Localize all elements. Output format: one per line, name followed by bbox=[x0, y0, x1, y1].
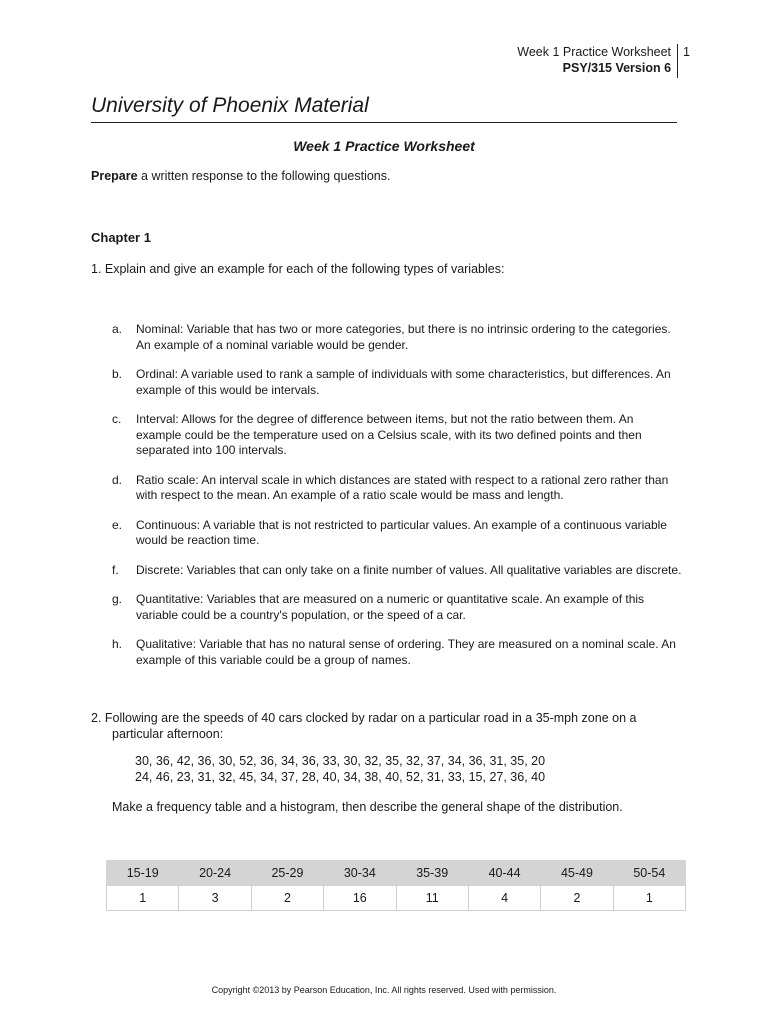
list-item bbox=[112, 412, 682, 459]
item-text: Quantitative: Variables that are measured on a numeric or quantitative scale. An example of this variable could be a country's population, or the speed of a car. bbox=[136, 592, 645, 622]
list-item bbox=[112, 367, 682, 398]
item-text: Continuous: A variable that is not restricted to particular values. An example of a continuous variable would be reaction time. bbox=[136, 517, 667, 547]
prepare-instruction bbox=[91, 169, 391, 183]
document-title: Week 1 Practice Worksheet bbox=[293, 138, 475, 154]
list-item bbox=[112, 563, 682, 579]
item-letter: f. bbox=[112, 562, 119, 577]
prepare-rest: a written response to the following questions. bbox=[137, 169, 391, 183]
speed-row-2: 24, 46, 23, 31, 32, 45, 34, 37, 28, 40, 34, 38, 40, 52, 31, 33, 15, 27, 36, 40 bbox=[135, 770, 546, 784]
count-cell: 2 bbox=[541, 886, 613, 911]
header-text bbox=[517, 44, 677, 76]
range-cell: 15-19 bbox=[107, 861, 179, 886]
range-cell: 50-54 bbox=[613, 861, 685, 886]
count-cell: 2 bbox=[251, 886, 323, 911]
header-course-version: PSY/315 Version 6 bbox=[562, 61, 672, 75]
item-text: Ordinal: A variable used to rank a sample of individuals with some characteristics, but differences. An example of this would be intervals. bbox=[136, 367, 671, 397]
list-item bbox=[112, 518, 682, 549]
list-item bbox=[112, 473, 682, 504]
item-text: Discrete: Variables that can only take on a finite number of values. All qualitative variables are discrete. bbox=[136, 562, 682, 577]
list-item bbox=[112, 637, 682, 668]
item-text: Ratio scale: An interval scale in which distances are stated with respect to a rational zero rather than with respect to the mean. An example of a ratio scale would be mass and length. bbox=[136, 472, 669, 502]
item-text: Interval: Allows for the degree of difference between items, but not the ratio between them. An example could be the temperature used on a Celsius scale, with its two defined points and then separated into 100 intervals. bbox=[136, 412, 642, 457]
count-cell: 3 bbox=[179, 886, 251, 911]
item-letter: h. bbox=[112, 637, 123, 651]
question-2 bbox=[91, 711, 671, 742]
count-cell: 1 bbox=[613, 886, 685, 911]
variable-types-list bbox=[112, 322, 682, 682]
item-letter: e. bbox=[112, 517, 123, 532]
range-cell: 20-24 bbox=[179, 861, 251, 886]
speed-data bbox=[135, 753, 545, 785]
institution-title: University of Phoenix Material bbox=[91, 94, 677, 123]
range-cell: 25-29 bbox=[251, 861, 323, 886]
item-letter: c. bbox=[112, 412, 122, 426]
speed-row-1: 30, 36, 42, 36, 30, 52, 36, 34, 36, 33, 30, 32, 35, 32, 37, 34, 36, 31, 35, 20 bbox=[135, 754, 546, 768]
table-row bbox=[107, 886, 686, 911]
range-cell: 35-39 bbox=[396, 861, 468, 886]
item-letter: g. bbox=[112, 592, 123, 606]
prepare-bold: Prepare bbox=[91, 169, 138, 183]
question-2-line-1: 2. Following are the speeds of 40 cars clocked by radar on a particular road in a 35-mph zone on a bbox=[91, 711, 637, 725]
frequency-instruction: Make a frequency table and a histogram, then describe the general shape of the distribution. bbox=[112, 800, 623, 814]
page-number: 1 bbox=[683, 45, 690, 59]
item-text: Nominal: Variable that has two or more categories, but there is no intrinsic ordering to the categories. An example of a nominal variable would be gender. bbox=[136, 322, 671, 352]
frequency-table bbox=[106, 860, 686, 911]
header-worksheet-title: Week 1 Practice Worksheet bbox=[517, 45, 672, 59]
range-cell: 30-34 bbox=[324, 861, 396, 886]
question-1: 1. Explain and give an example for each of the following types of variables: bbox=[91, 262, 505, 276]
chapter-heading: Chapter 1 bbox=[91, 230, 151, 245]
list-item bbox=[112, 322, 682, 353]
range-cell: 45-49 bbox=[541, 861, 613, 886]
page-header bbox=[517, 44, 690, 78]
count-cell: 4 bbox=[468, 886, 540, 911]
item-text: Qualitative: Variable that has no natural sense of ordering. They are measured on a nominal scale. An example of this variable could be a group of names. bbox=[136, 637, 676, 667]
item-letter: d. bbox=[112, 472, 123, 487]
question-2-line-2: particular afternoon: bbox=[112, 726, 224, 741]
count-cell: 1 bbox=[107, 886, 179, 911]
item-letter: a. bbox=[112, 322, 123, 336]
range-cell: 40-44 bbox=[468, 861, 540, 886]
copyright-footer: Copyright ©2013 by Pearson Education, Inc. All rights reserved. Used with permission. bbox=[211, 985, 557, 995]
list-item bbox=[112, 592, 682, 623]
count-cell: 16 bbox=[324, 886, 396, 911]
table-header-row bbox=[107, 861, 686, 886]
item-letter: b. bbox=[112, 367, 123, 381]
count-cell: 11 bbox=[396, 886, 468, 911]
